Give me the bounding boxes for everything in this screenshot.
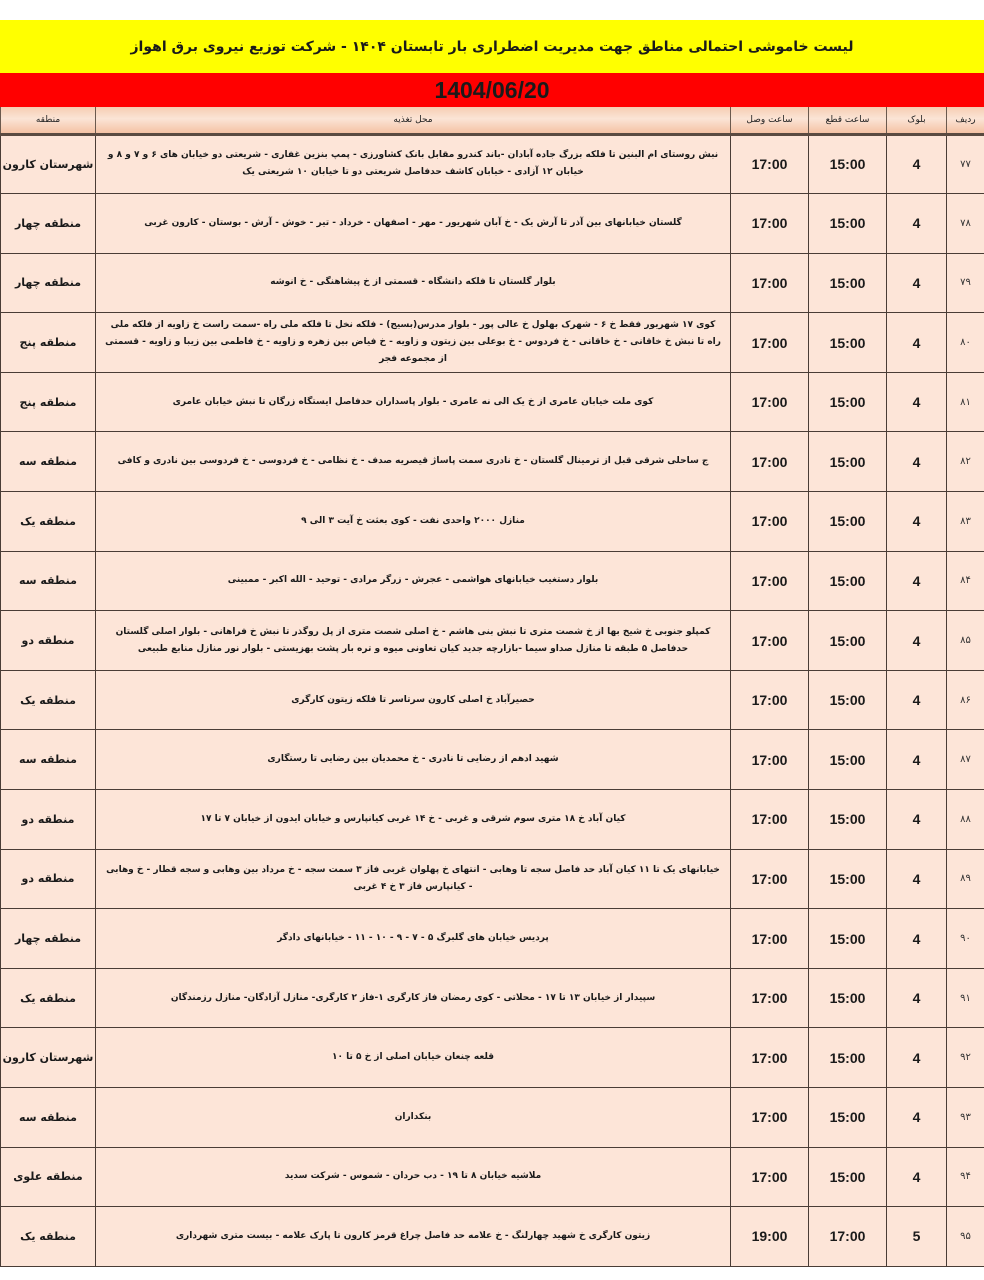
feed-location-cell: ج ساحلی شرقی قبل از ترمینال گلستان - خ نادری سمت پاساژ قیصریه صدف - خ نظامی - خ فردوسی - خ فردوسی بین نادری و کافی xyxy=(96,432,731,492)
connect-time-cell: 17:00 xyxy=(731,551,809,611)
connect-time-cell: 17:00 xyxy=(731,670,809,730)
feed-location-cell: گلستان خیابانهای بین آذر تا آرش یک - خ آبان شهریور - مهر - اصفهان - خرداد - تیر - خوش - آرش - بوستان - کارون غربی xyxy=(96,194,731,254)
connect-time-cell: 17:00 xyxy=(731,253,809,313)
row-number-cell: ۹۰ xyxy=(947,909,984,969)
table-row xyxy=(1,372,984,432)
region-cell: شهرستان کارون xyxy=(1,134,96,194)
table-row xyxy=(1,1028,984,1088)
table-row xyxy=(1,253,984,313)
column-header-cut-time: ساعت قطع xyxy=(809,107,887,134)
row-number-cell: ۸۵ xyxy=(947,611,984,671)
connect-time-cell: 17:00 xyxy=(731,372,809,432)
region-cell: منطقه سه xyxy=(1,551,96,611)
table-body xyxy=(1,134,984,1266)
cut-time-cell: 15:00 xyxy=(809,194,887,254)
region-cell: منطقه دو xyxy=(1,611,96,671)
cut-time-cell: 15:00 xyxy=(809,849,887,909)
connect-time-cell: 17:00 xyxy=(731,1147,809,1207)
connect-time-cell: 17:00 xyxy=(731,730,809,790)
region-cell: منطقه پنج xyxy=(1,313,96,373)
connect-time-cell: 17:00 xyxy=(731,432,809,492)
block-cell: 4 xyxy=(887,730,947,790)
connect-time-cell: 17:00 xyxy=(731,790,809,850)
table-row xyxy=(1,790,984,850)
row-number-cell: ۸۱ xyxy=(947,372,984,432)
column-header-region: منطقه xyxy=(1,107,96,134)
feed-location-cell: پردیس خیابان های گلبرگ ۵ - ۷ - ۹ - ۱۰ - ۱۱ - خیابانهای دادگر xyxy=(96,909,731,969)
cut-time-cell: 15:00 xyxy=(809,551,887,611)
schedule-date: 1404/06/20 xyxy=(434,76,550,103)
feed-location-cell: شهید ادهم از رضایی تا نادری - خ محمدیان بین رضایی تا رستگاری xyxy=(96,730,731,790)
row-number-cell: ۹۲ xyxy=(947,1028,984,1088)
region-cell: منطقه دو xyxy=(1,790,96,850)
connect-time-cell: 17:00 xyxy=(731,134,809,194)
region-cell: منطقه چهار xyxy=(1,253,96,313)
row-number-cell: ۸۲ xyxy=(947,432,984,492)
table-row xyxy=(1,194,984,254)
row-number-cell: ۹۴ xyxy=(947,1147,984,1207)
region-cell: منطقه یک xyxy=(1,670,96,730)
document-title: لیست خاموشی احتمالی مناطق جهت مدیریت اضطراری بار تابستان ۱۴۰۴ - شرکت توزیع نیروی برق اهواز xyxy=(130,38,854,55)
block-cell: 4 xyxy=(887,372,947,432)
block-cell: 5 xyxy=(887,1207,947,1267)
row-number-cell: ۸۳ xyxy=(947,492,984,552)
feed-location-cell: بلوار دستغیب خیابانهای هواشمی - عجرش - زرگر مرادی - توحید - الله اکبر - ممبینی xyxy=(96,551,731,611)
block-cell: 4 xyxy=(887,551,947,611)
row-number-cell: ۷۷ xyxy=(947,134,984,194)
cut-time-cell: 15:00 xyxy=(809,492,887,552)
feed-location-cell: منازل ۲۰۰۰ واحدی نفت - کوی بعثت خ آیت ۳ الی ۹ xyxy=(96,492,731,552)
feed-location-cell: کیان آباد خ ۱۸ متری سوم شرقی و غربی - خ ۱۴ غربی کیانپارس و خیابان ایدون از خیابان ۷ تا ۱۷ xyxy=(96,790,731,850)
table-row xyxy=(1,313,984,373)
cut-time-cell: 15:00 xyxy=(809,313,887,373)
feed-location-cell: بلوار گلستان تا فلکه دانشگاه - قسمتی از خ پیشاهنگی - خ انوشه xyxy=(96,253,731,313)
connect-time-cell: 17:00 xyxy=(731,849,809,909)
connect-time-cell: 17:00 xyxy=(731,1088,809,1148)
region-cell: منطقه یک xyxy=(1,492,96,552)
table-row xyxy=(1,909,984,969)
table-row xyxy=(1,611,984,671)
row-number-cell: ۹۵ xyxy=(947,1207,984,1267)
block-cell: 4 xyxy=(887,253,947,313)
region-cell: منطقه علوی xyxy=(1,1147,96,1207)
region-cell: منطقه سه xyxy=(1,730,96,790)
block-cell: 4 xyxy=(887,492,947,552)
cut-time-cell: 15:00 xyxy=(809,1028,887,1088)
region-cell: منطقه سه xyxy=(1,432,96,492)
table-row xyxy=(1,730,984,790)
table-row xyxy=(1,1088,984,1148)
block-cell: 4 xyxy=(887,670,947,730)
region-cell: منطقه چهار xyxy=(1,194,96,254)
region-cell: شهرستان کارون xyxy=(1,1028,96,1088)
table-row xyxy=(1,968,984,1028)
table-row xyxy=(1,670,984,730)
feed-location-cell: بنکداران xyxy=(96,1088,731,1148)
row-number-cell: ۷۸ xyxy=(947,194,984,254)
region-cell: منطقه پنج xyxy=(1,372,96,432)
row-number-cell: ۸۸ xyxy=(947,790,984,850)
table-row xyxy=(1,849,984,909)
block-cell: 4 xyxy=(887,134,947,194)
region-cell: منطقه یک xyxy=(1,1207,96,1267)
connect-time-cell: 17:00 xyxy=(731,1028,809,1088)
cut-time-cell: 15:00 xyxy=(809,670,887,730)
outage-table xyxy=(0,107,984,1267)
table-row xyxy=(1,432,984,492)
cut-time-cell: 15:00 xyxy=(809,1088,887,1148)
top-margin xyxy=(0,0,984,20)
row-number-cell: ۸۷ xyxy=(947,730,984,790)
table-row xyxy=(1,1207,984,1267)
table-row xyxy=(1,1147,984,1207)
connect-time-cell: 19:00 xyxy=(731,1207,809,1267)
table-row xyxy=(1,551,984,611)
region-cell: منطقه چهار xyxy=(1,909,96,969)
feed-location-cell: کوی ۱۷ شهریور فقط خ ۶ - شهرک بهلول خ عالی پور - بلوار مدرس(بسیج) - فلکه نخل تا فلکه ملی راه -سمت راست خ زاویه از فلکه ملی راه تا نبش خ خاقانی - خ خاقانی - خ فردوس - خ بوعلی بین زیتون و زاویه - خ فیاض بین زهره و زاویه - خ فاطمی بین زیبا و زاویه - قسمتی از مجموعه فجر xyxy=(96,313,731,373)
feed-location-cell: کوی ملت خیابان عامری از خ یک الی نه عامری - بلوار پاسداران حدفاصل ایستگاه زرگان تا نبش خیابان عامری xyxy=(96,372,731,432)
feed-location-cell: ملاشیه خیابان ۸ تا ۱۹ - دب حردان - شموس - شرکت سدید xyxy=(96,1147,731,1207)
row-number-cell: ۸۰ xyxy=(947,313,984,373)
connect-time-cell: 17:00 xyxy=(731,611,809,671)
feed-location-cell: قلعه چنعان خیابان اصلی از خ ۵ تا ۱۰ xyxy=(96,1028,731,1088)
title-banner xyxy=(0,20,984,73)
cut-time-cell: 15:00 xyxy=(809,790,887,850)
block-cell: 4 xyxy=(887,1147,947,1207)
feed-location-cell: حصیرآباد خ اصلی کارون سرتاسر تا فلکه زیتون کارگری xyxy=(96,670,731,730)
block-cell: 4 xyxy=(887,1028,947,1088)
region-cell: منطقه دو xyxy=(1,849,96,909)
block-cell: 4 xyxy=(887,432,947,492)
row-number-cell: ۹۳ xyxy=(947,1088,984,1148)
cut-time-cell: 15:00 xyxy=(809,372,887,432)
cut-time-cell: 15:00 xyxy=(809,253,887,313)
feed-location-cell: نبش روستای ام البنین تا فلکه بزرگ جاده آبادان -باند کندرو مقابل بانک کشاورزی - پمپ بنزین غفاری - شریعتی دو خیابان های ۶ و ۷ و ۸ و خیابان ۱۲ آزادی - خیابان کاشف حدفاصل شریعتی دو تا خیابان ۱۰ شریعتی یک xyxy=(96,134,731,194)
date-banner xyxy=(0,73,984,107)
connect-time-cell: 17:00 xyxy=(731,492,809,552)
table-header-row xyxy=(1,107,984,134)
block-cell: 4 xyxy=(887,313,947,373)
feed-location-cell: کمپلو جنوبی خ شیخ بها از خ شصت متری تا نبش بنی هاشم - خ اصلی شصت متری از پل روگذر تا نبش خ فراهانی - بلوار اصلی گلستان حدفاصل ۵ طبقه تا منازل صداو سیما -بازارچه جدید کیان تعاونی میوه و تره بار پشت بهزیستی - بلوار نور منازل منابع طبیعی xyxy=(96,611,731,671)
column-header-feed-location: محل تغذیه xyxy=(96,107,731,134)
cut-time-cell: 15:00 xyxy=(809,909,887,969)
cut-time-cell: 17:00 xyxy=(809,1207,887,1267)
feed-location-cell: سپیدار از خیابان ۱۳ تا ۱۷ - محلاتی - کوی رمضان فاز کارگری ۱-فاز ۲ کارگری- منازل آزادگان- منازل رزمندگان xyxy=(96,968,731,1028)
region-cell: منطقه یک xyxy=(1,968,96,1028)
block-cell: 4 xyxy=(887,790,947,850)
cut-time-cell: 15:00 xyxy=(809,134,887,194)
row-number-cell: ۸۹ xyxy=(947,849,984,909)
cut-time-cell: 15:00 xyxy=(809,1147,887,1207)
block-cell: 4 xyxy=(887,909,947,969)
block-cell: 4 xyxy=(887,1088,947,1148)
column-header-row-number: ردیف xyxy=(947,107,984,134)
row-number-cell: ۹۱ xyxy=(947,968,984,1028)
table-row xyxy=(1,134,984,194)
block-cell: 4 xyxy=(887,968,947,1028)
block-cell: 4 xyxy=(887,194,947,254)
connect-time-cell: 17:00 xyxy=(731,909,809,969)
feed-location-cell: خیابانهای یک تا ۱۱ کیان آباد حد فاصل سجه تا وهابی - انتهای خ پهلوان غربی فاز ۳ سمت سجه - خ مرداد بین وهابی و سجه قطار - خ وهابی - کیانپارس فاز ۳ خ ۴ غربی xyxy=(96,849,731,909)
connect-time-cell: 17:00 xyxy=(731,194,809,254)
feed-location-cell: زیتون کارگری خ شهید چهارلنگ - خ علامه حد فاصل چراغ قرمز کارون تا پارک علامه - بیست متری شهرداری xyxy=(96,1207,731,1267)
column-header-block: بلوک xyxy=(887,107,947,134)
cut-time-cell: 15:00 xyxy=(809,730,887,790)
block-cell: 4 xyxy=(887,849,947,909)
connect-time-cell: 17:00 xyxy=(731,313,809,373)
region-cell: منطقه سه xyxy=(1,1088,96,1148)
connect-time-cell: 17:00 xyxy=(731,968,809,1028)
row-number-cell: ۸۶ xyxy=(947,670,984,730)
cut-time-cell: 15:00 xyxy=(809,968,887,1028)
block-cell: 4 xyxy=(887,611,947,671)
column-header-connect-time: ساعت وصل xyxy=(731,107,809,134)
table-row xyxy=(1,492,984,552)
row-number-cell: ۷۹ xyxy=(947,253,984,313)
row-number-cell: ۸۴ xyxy=(947,551,984,611)
cut-time-cell: 15:00 xyxy=(809,611,887,671)
cut-time-cell: 15:00 xyxy=(809,432,887,492)
